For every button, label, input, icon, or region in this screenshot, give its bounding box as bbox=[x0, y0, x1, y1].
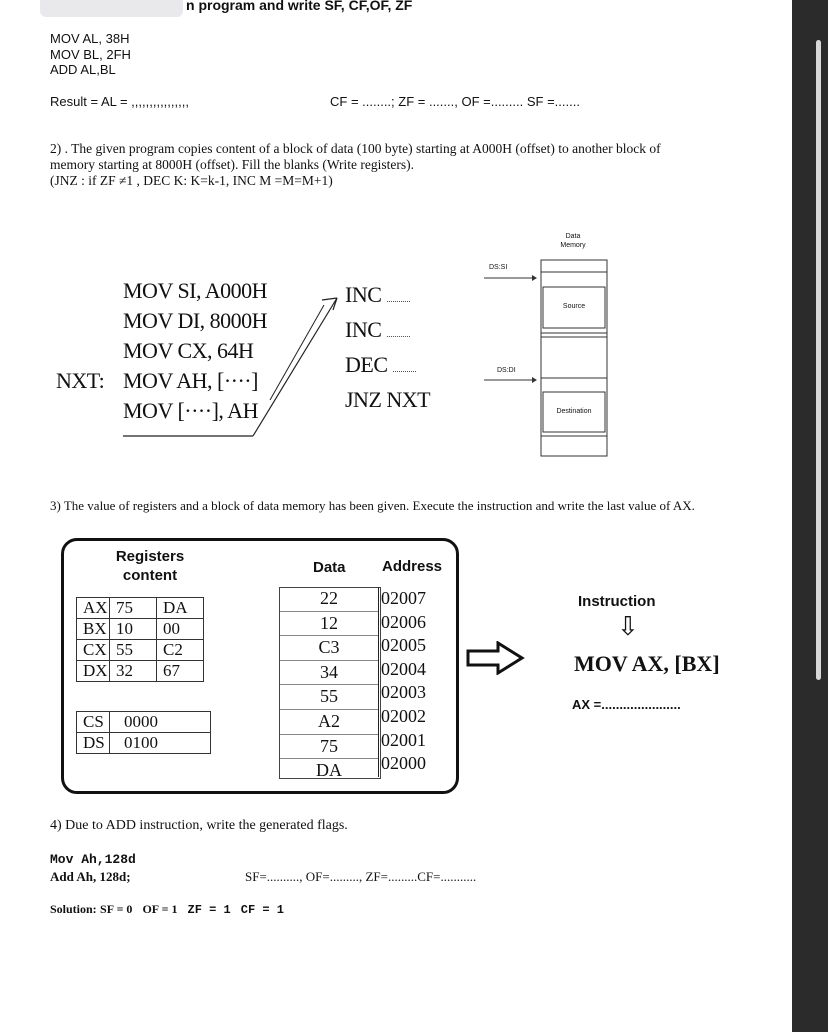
memory-address: 02003 bbox=[381, 682, 426, 703]
code-line: MOV AL, 38H bbox=[50, 31, 130, 46]
register-row bbox=[77, 640, 204, 661]
register-name: CX bbox=[77, 640, 110, 661]
q2-line: 2) . The given program copies content of a block of data (100 byte) starting at A000H (offset) to another block of bbox=[50, 141, 661, 156]
memory-title-line: Memory bbox=[560, 242, 586, 249]
solution-label: Solution: bbox=[50, 902, 97, 916]
register-row bbox=[77, 619, 204, 640]
register-name: BX bbox=[77, 619, 110, 640]
memory-address: 02001 bbox=[381, 729, 426, 750]
q2-line: (JNZ : if ZF ≠1 , DEC K: K=k-1, INC M =M=M+1) bbox=[50, 173, 333, 188]
memory-address: 02002 bbox=[381, 705, 426, 726]
nxt-label: NXT: bbox=[56, 368, 105, 393]
opcode: INC bbox=[345, 317, 382, 342]
register-low: 00 bbox=[157, 619, 204, 640]
source-label: Source bbox=[562, 303, 586, 310]
memory-address: 02006 bbox=[381, 611, 426, 632]
code-line: MOV BL, 2FH bbox=[50, 46, 131, 62]
memory-data: A2 bbox=[280, 710, 378, 735]
address-header: Address bbox=[382, 558, 443, 575]
solution-zf: ZF = 1 bbox=[187, 903, 231, 917]
down-arrow-icon: ⇩ bbox=[617, 611, 639, 641]
right-arrow-icon bbox=[466, 641, 526, 675]
memory-address: 02005 bbox=[381, 635, 426, 656]
q2-line: memory starting at 8000H (offset). Fill the blanks (Write registers). bbox=[50, 157, 414, 172]
register-name: DX bbox=[77, 661, 110, 682]
q1-flags: CF = ........; ZF = ......., OF =......... SF =....... bbox=[330, 94, 580, 109]
destination-label: Destination bbox=[556, 408, 592, 415]
fill-blank: ............ bbox=[386, 330, 411, 339]
code-line: ADD AL,BL bbox=[50, 62, 116, 77]
memory-title-line: Data bbox=[565, 233, 581, 240]
segment-name: DS bbox=[77, 733, 110, 754]
q4-code-line: Mov Ah,128d bbox=[50, 852, 136, 867]
memory-column bbox=[541, 260, 607, 456]
address-column bbox=[381, 587, 426, 776]
registers-title bbox=[105, 547, 195, 585]
segment-row bbox=[77, 733, 211, 754]
arrow-head bbox=[322, 298, 337, 300]
memory-data: 75 bbox=[280, 735, 378, 760]
dsdi-label: DS:DI bbox=[497, 367, 516, 374]
code-line: MOV SI, A000H bbox=[123, 278, 268, 303]
solution-of: OF = 1 bbox=[142, 902, 178, 916]
registers-title-line: Registers bbox=[115, 548, 185, 565]
register-high: 75 bbox=[110, 598, 157, 619]
loop-arrow-graphic bbox=[0, 0, 790, 520]
solution-sf: SF = 0 bbox=[100, 902, 133, 916]
segment-name: CS bbox=[77, 712, 110, 733]
instruction-label: Instruction bbox=[578, 593, 656, 610]
opcode: DEC bbox=[345, 352, 388, 377]
register-low: C2 bbox=[157, 640, 204, 661]
code-line: MOV [····], AH bbox=[123, 398, 258, 423]
scrollbar-thumb[interactable] bbox=[816, 40, 821, 680]
solution-cf: CF = 1 bbox=[240, 903, 284, 917]
memory-data: DA bbox=[316, 760, 342, 781]
q4-solution bbox=[50, 902, 284, 917]
memory-diagram bbox=[484, 260, 607, 456]
scrollbar-track[interactable] bbox=[792, 0, 828, 1032]
segment-value: 0000 bbox=[110, 712, 211, 733]
register-row bbox=[77, 598, 204, 619]
memory-data: 12 bbox=[280, 612, 378, 637]
code-line: MOV CX, 64H bbox=[123, 338, 254, 363]
memory-data: 34 bbox=[280, 661, 378, 686]
fill-blank: ............ bbox=[392, 365, 417, 374]
q4-code-line: Add Ah, 128d; bbox=[50, 869, 131, 884]
memory-data: 55 bbox=[280, 685, 378, 710]
opcode: JNZ NXT bbox=[345, 387, 431, 412]
segment-table bbox=[76, 711, 211, 754]
dssi-label: DS:SI bbox=[489, 264, 508, 271]
memory-address: 02004 bbox=[381, 658, 426, 679]
memory-title bbox=[558, 232, 588, 250]
q1-result: Result = AL = ,,,,,,,,,,,,,,,, bbox=[50, 94, 189, 109]
fill-blank: ............ bbox=[386, 295, 411, 304]
register-high: 55 bbox=[110, 640, 157, 661]
segment-value: 0100 bbox=[110, 733, 211, 754]
ax-answer: AX =...................... bbox=[572, 697, 681, 712]
register-low: 67 bbox=[157, 661, 204, 682]
opcode: INC bbox=[345, 282, 382, 307]
data-column bbox=[280, 587, 378, 783]
register-low: DA bbox=[157, 598, 204, 619]
data-header: Data bbox=[313, 559, 346, 576]
loop-line-inner bbox=[270, 305, 324, 400]
loop-line bbox=[253, 298, 337, 436]
segment-row bbox=[77, 712, 211, 733]
registers-title-line: content bbox=[122, 567, 178, 584]
code-line: MOV AH, [····] bbox=[123, 368, 258, 393]
register-name: AX bbox=[77, 598, 110, 619]
register-row bbox=[77, 661, 204, 682]
code-line: MOV DI, 8000H bbox=[123, 308, 268, 333]
register-high: 32 bbox=[110, 661, 157, 682]
q1-title: n program and write SF, CF,OF, ZF bbox=[186, 0, 413, 13]
memory-data: 22 bbox=[280, 587, 378, 612]
arrow-head bbox=[532, 275, 537, 281]
memory-data: C3 bbox=[280, 636, 378, 661]
q4-flags-blank: SF=.........., OF=........., ZF=.........CF=........... bbox=[245, 869, 477, 884]
register-table bbox=[76, 597, 204, 682]
memory-address: 02007 bbox=[381, 588, 426, 608]
register-high: 10 bbox=[110, 619, 157, 640]
q4-prompt: 4) Due to ADD instruction, write the generated flags. bbox=[50, 818, 348, 833]
q3-prompt: 3) The value of registers and a block of data memory has been given. Execute the instruction and write the last value of AX. bbox=[50, 498, 695, 513]
instruction-text: MOV AX, [BX] bbox=[574, 651, 720, 676]
arrow-head bbox=[532, 377, 537, 383]
memory-address: 02000 bbox=[381, 753, 426, 774]
